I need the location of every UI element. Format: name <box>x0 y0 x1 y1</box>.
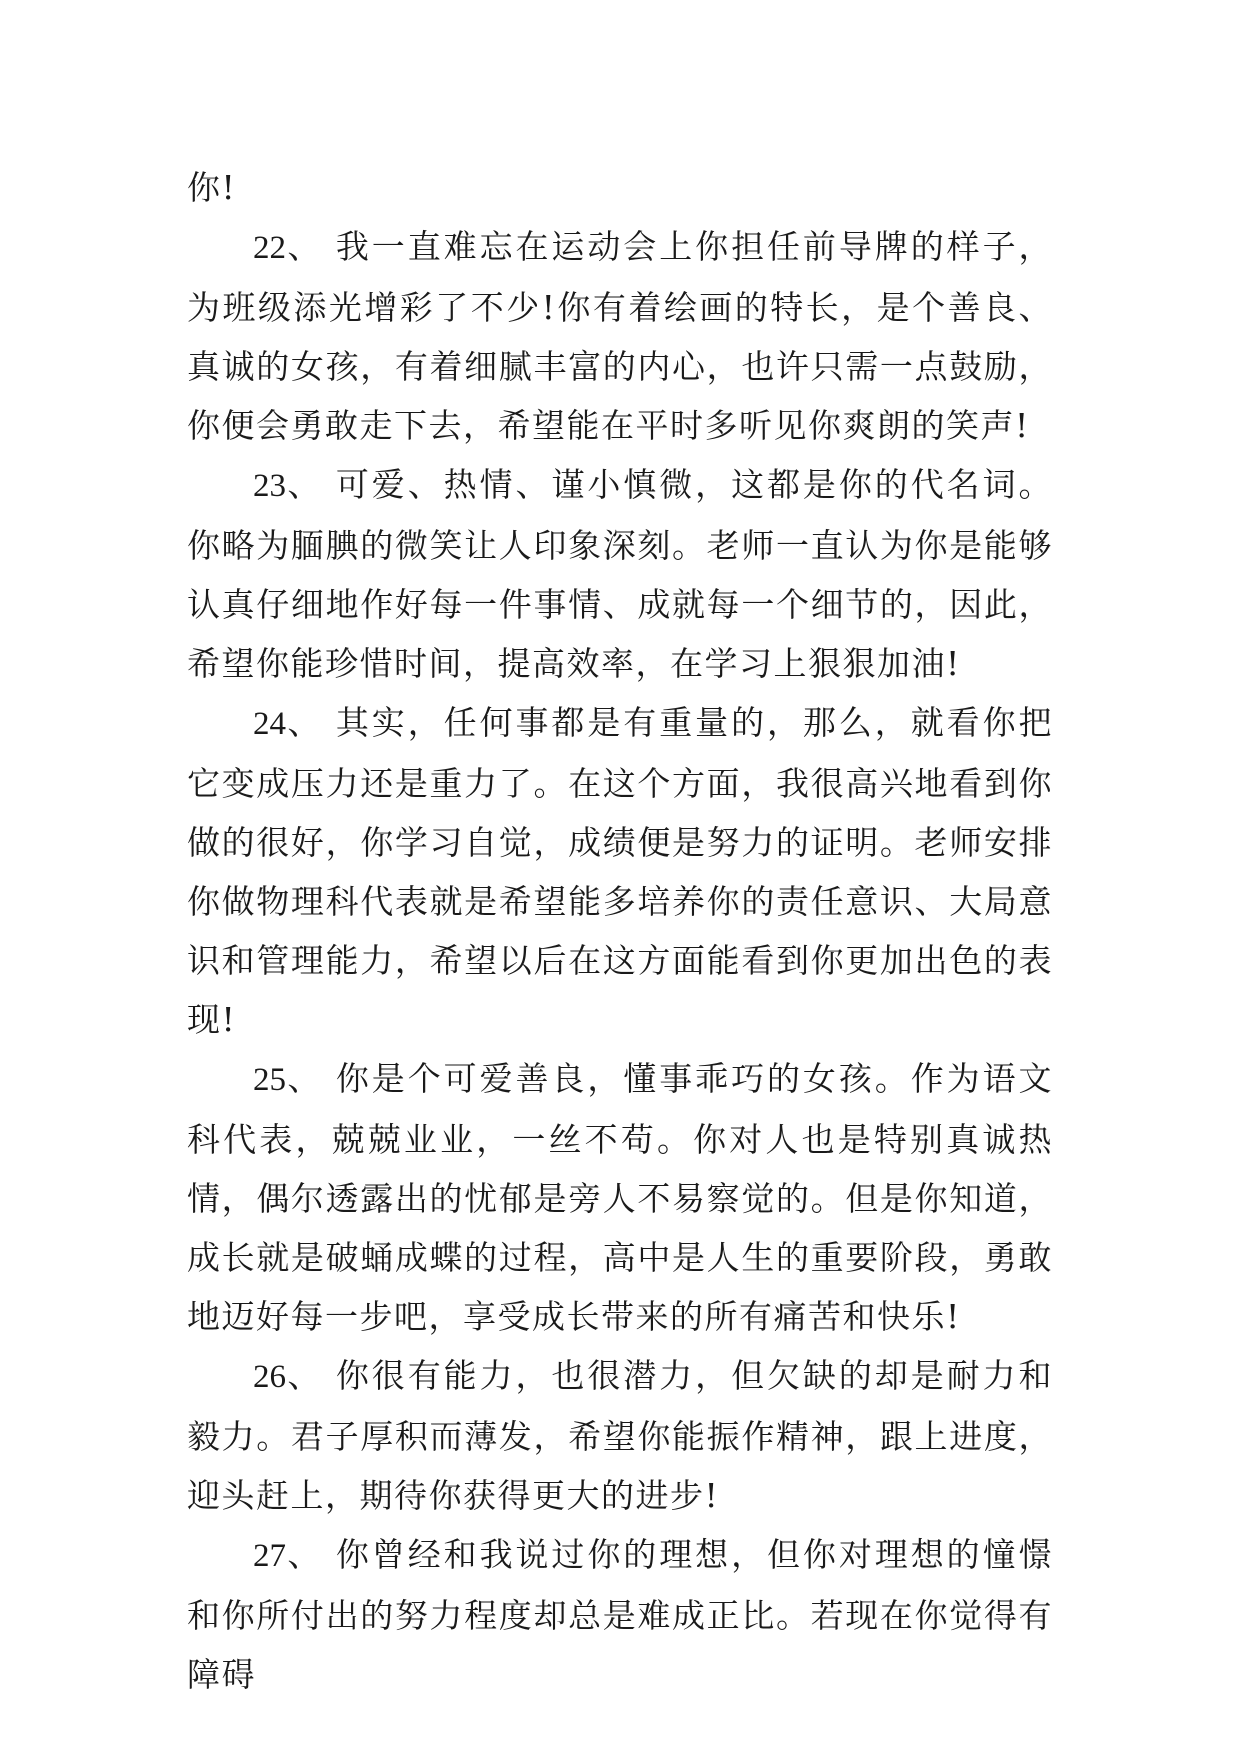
comment-item-24 <box>187 693 1053 1049</box>
item-text: 可爱、热情、谨小慎微，这都是你的代名词。你略为腼腆的微笑让人印象深刻。老师一直认为你是能够认真仔细地作好每一件事情、成就每一个细节的，因此，希望你能珍惜时间，提高效率，在学习上狠狠加油! <box>187 465 1054 683</box>
item-text: 其实，任何事都是有重量的，那么，就看你把它变成压力还是重力了。在这个方面，我很高兴地看到你做的很好，你学习自觉，成绩便是努力的证明。老师安排你做物理科代表就是希望能多培养你的责任意识、大局意识和管理能力，希望以后在这方面能看到你更加出色的表现! <box>187 703 1054 1039</box>
document-body <box>187 158 1053 1704</box>
item-number: 26、 <box>253 1359 322 1395</box>
item-number: 27、 <box>253 1538 322 1574</box>
continuation-paragraph: 你! <box>187 168 237 207</box>
item-number: 24、 <box>253 706 322 742</box>
item-text: 你很有能力，也很潜力，但欠缺的却是耐力和毅力。君子厚积而薄发，希望你能振作精神，跟上进度，迎头赶上，期待你获得更大的进步! <box>187 1356 1054 1515</box>
item-number: 22、 <box>253 230 322 266</box>
item-text: 我一直难忘在运动会上你担任前导牌的样子，为班级添光增彩了不少!你有着绘画的特长，是个善良、真诚的女孩，有着细腻丰富的内心，也许只需一点鼓励，你便会勇敢走下去，希望能在平时多听见你爽朗的笑声! <box>187 227 1054 445</box>
item-number: 25、 <box>253 1062 322 1098</box>
item-number: 23、 <box>253 468 322 504</box>
comment-item-26 <box>187 1346 1053 1525</box>
comment-item-27 <box>187 1525 1053 1704</box>
item-text: 你曾经和我说过你的理想，但你对理想的憧憬和你所付出的努力程度却总是难成正比。若现在你觉得有障碍 <box>187 1535 1054 1694</box>
comment-item-23 <box>187 455 1053 693</box>
comment-item-25 <box>187 1049 1053 1346</box>
item-text: 你是个可爱善良，懂事乖巧的女孩。作为语文科代表，兢兢业业，一丝不苟。你对人也是特别真诚热情，偶尔透露出的忧郁是旁人不易察觉的。但是你知道，成长就是破蛹成蝶的过程，高中是人生的重要阶段，勇敢地迈好每一步吧，享受成长带来的所有痛苦和快乐! <box>187 1059 1054 1336</box>
comment-item-22 <box>187 217 1053 455</box>
